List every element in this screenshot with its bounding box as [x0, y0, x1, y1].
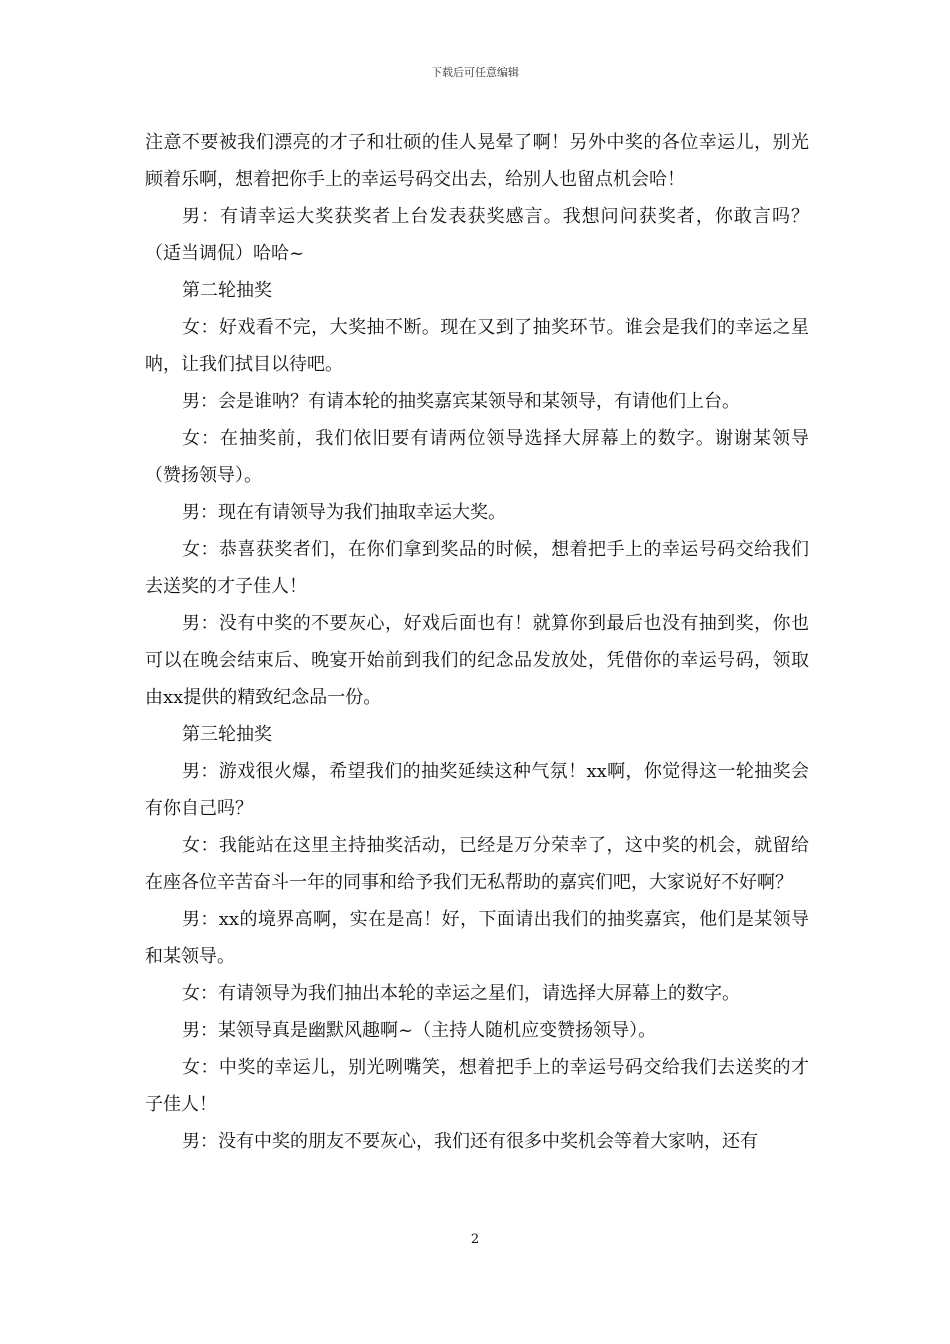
- paragraph: 男：没有中奖的朋友不要灰心，我们还有很多中奖机会等着大家呐，还有: [182, 1131, 758, 1152]
- paragraph: 男：游戏很火爆，希望我们的抽奖延续这种气氛！xx啊，你觉得这一轮抽奖会有你自己吗？: [145, 761, 809, 819]
- paragraph: 注意不要被我们漂亮的才子和壮硕的佳人晃晕了啊！另外中奖的各位幸运儿，别光顾着乐啊，想着把你手上的幸运号码交出去，给别人也留点机会哈！: [145, 132, 809, 190]
- paragraph: 男：xx的境界高啊，实在是高！好，下面请出我们的抽奖嘉宾，他们是某领导和某领导。: [145, 909, 809, 967]
- paragraph: 男：有请幸运大奖获奖者上台发表获奖感言。我想问问获奖者，你敢言吗？（适当调侃）哈哈~: [145, 206, 809, 264]
- paragraph: 女：中奖的幸运儿，别光咧嘴笑，想着把手上的幸运号码交给我们去送奖的才子佳人！: [145, 1057, 809, 1115]
- section-heading: 第二轮抽奖: [182, 280, 272, 301]
- document-body: [145, 124, 809, 1160]
- section-heading: 第三轮抽奖: [182, 724, 272, 745]
- page-header: 下载后可任意编辑: [431, 66, 519, 79]
- paragraph: 女：有请领导为我们抽出本轮的幸运之星们，请选择大屏幕上的数字。: [182, 983, 740, 1004]
- paragraph: 女：我能站在这里主持抽奖活动，已经是万分荣幸了，这中奖的机会，就留给在座各位辛苦奋斗一年的同事和给予我们无私帮助的嘉宾们吧，大家说好不好啊？: [145, 835, 809, 893]
- paragraph: 男：没有中奖的不要灰心，好戏后面也有！就算你到最后也没有抽到奖，你也可以在晚会结束后、晚宴开始前到我们的纪念品发放处，凭借你的幸运号码，领取由xx提供的精致纪念品一份。: [145, 613, 809, 708]
- paragraph: 女：在抽奖前，我们依旧要有请两位领导选择大屏幕上的数字。谢谢某领导（赞扬领导）。: [145, 428, 809, 486]
- paragraph: 女：好戏看不完，大奖抽不断。现在又到了抽奖环节。谁会是我们的幸运之星呐，让我们拭目以待吧。: [145, 317, 809, 375]
- paragraph: 男：现在有请领导为我们抽取幸运大奖。: [182, 502, 506, 523]
- paragraph: 女：恭喜获奖者们，在你们拿到奖品的时候，想着把手上的幸运号码交给我们去送奖的才子佳人！: [145, 539, 809, 597]
- paragraph: 男：会是谁呐？有请本轮的抽奖嘉宾某领导和某领导，有请他们上台。: [182, 391, 740, 412]
- paragraph: 男：某领导真是幽默风趣啊~（主持人随机应变赞扬领导）。: [182, 1020, 657, 1041]
- page-number: 2: [470, 1232, 480, 1247]
